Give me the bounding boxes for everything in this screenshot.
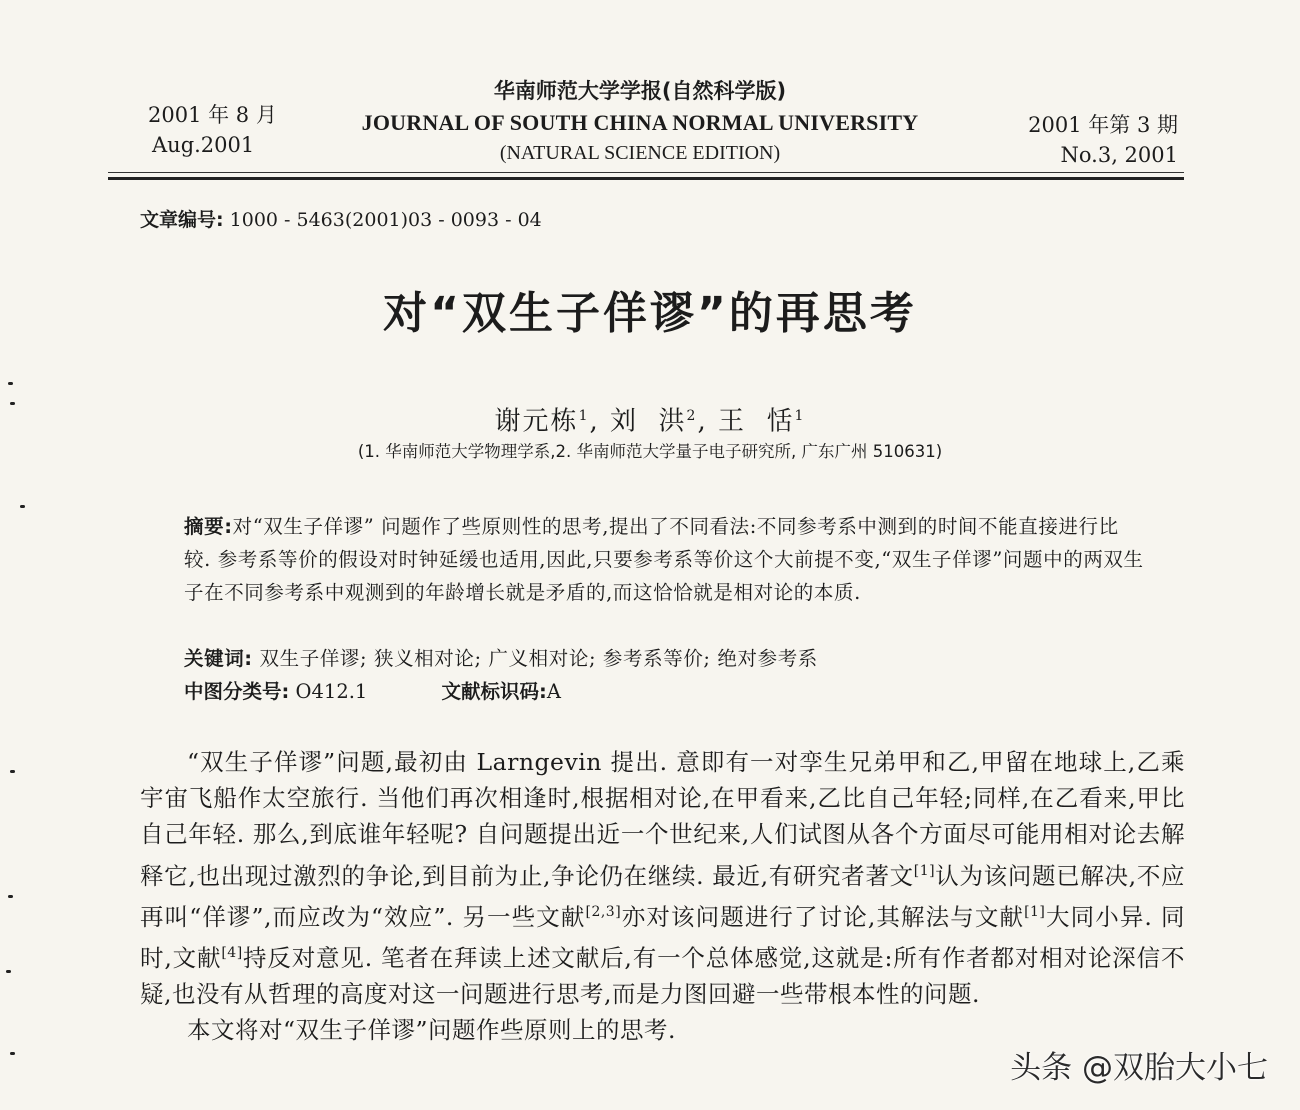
author-separator: , — [589, 406, 600, 437]
author-affil-mark: 1 — [794, 408, 806, 424]
scan-speck — [10, 1052, 15, 1055]
keywords-label: 关键词: — [184, 647, 253, 670]
journal-edition: (NATURAL SCIENCE EDITION) — [499, 142, 781, 164]
journal-name-cn: 华南师范大学学报(自然科学版) — [493, 79, 787, 103]
body-text-run: 亦对该问题进行了讨论,其解法与文献 — [621, 902, 1025, 931]
article-number-value: 1000 - 5463(2001)03 - 0093 - 04 — [229, 209, 542, 231]
scan-speck — [8, 895, 13, 898]
citation-ref: [1] — [913, 862, 936, 879]
scan-speck — [6, 970, 11, 973]
author-separator: , — [697, 406, 708, 437]
article-number-label: 文章编号: — [140, 209, 224, 231]
header-rule-thick — [108, 177, 1184, 180]
author-name: 刘 洪 — [610, 406, 687, 437]
journal-name-en: JOURNAL OF SOUTH CHINA NORMAL UNIVERSITY — [361, 110, 919, 135]
body-text-run: 大同小异. 同时,文献 — [140, 902, 1185, 972]
author-affil-mark: 2 — [686, 408, 698, 424]
scan-speck — [20, 505, 25, 508]
doc-code-label: 文献标识码: — [441, 680, 547, 703]
citation-ref: [2,3] — [585, 903, 622, 920]
body-paragraph — [140, 744, 1185, 1012]
watermark: 头条 @双胎大小七 — [1010, 1050, 1268, 1086]
author-name: 谢元栋 — [494, 406, 579, 437]
doc-code-value: A — [546, 680, 561, 703]
scan-speck — [10, 402, 15, 405]
citation-ref: [1] — [1024, 903, 1046, 920]
body-text — [140, 744, 1185, 1048]
journal-masthead — [340, 74, 940, 168]
classification — [184, 676, 561, 708]
scan-speck — [8, 382, 13, 385]
body-text-run: 持反对意见. 笔者在拜读上述文献后,有一个总体感觉,这就是:所有作者都对相对论深信不疑,也没有从哲理的高度对这一问题进行思考,而是力图回避一些带根本性的问题. — [140, 943, 1185, 1008]
keywords-text: 双生子佯谬; 狭义相对论; 广义相对论; 参考系等价; 绝对参考系 — [259, 647, 818, 670]
clc-value: O412.1 — [295, 680, 368, 703]
header-issue-en: No.3, 2001 — [1060, 143, 1178, 167]
abstract-text: 对“双生子佯谬” 问题作了些原则性的思考,提出了不同看法:不同参考系中测到的时间不能直接进行比较. 参考系等价的假设对时钟延缓也适用,因此,只要参考系等价这个大前提不变,“双生子佯谬”问题中的两双生子在不同参考系中观测到的年龄增长就是矛盾的,而这恰恰就是相对论的本质. — [184, 515, 1144, 604]
citation-ref: [4] — [221, 944, 243, 961]
body-paragraph: 本文将对“双生子佯谬”问题作些原则上的思考. — [187, 1015, 676, 1044]
abstract — [184, 510, 1144, 609]
clc-label: 中图分类号: — [184, 680, 290, 703]
paper-title: 对“双生子佯谬”的再思考 — [383, 288, 917, 339]
affiliation: (1. 华南师范大学物理学系,2. 华南师范大学量子电子研究所, 广东广州 510631) — [357, 442, 943, 461]
scan-speck — [10, 770, 15, 773]
header-issue-cn: 2001 年第 3 期 — [1028, 113, 1178, 137]
body-text-run: “双生子佯谬”问题,最初由 Larngevin 提出. 意即有一对孪生兄弟甲和乙,甲留在地球上,乙乘宇宙飞船作太空旅行. 当他们再次相逢时,根据相对论,在甲看来,乙比自己年轻;同样,在乙看来,甲比自己年轻. 那么,到底谁年轻呢? 自问题提出近一个世纪来,人们试图从各个方面尽可能用相对论去解释它,也出现过激烈的争论,到目前为止,争论仍在继续. 最近,有研究者著文 — [140, 748, 1185, 890]
header-rule-thin — [108, 172, 1184, 173]
article-number — [140, 206, 542, 234]
body-text-run: 认为该问题已解决,不应再叫“佯谬”,而应改为“效应”. 另一些文献 — [140, 861, 1185, 931]
header-date — [148, 100, 277, 160]
abstract-label: 摘要: — [184, 515, 233, 538]
author-list — [0, 398, 1300, 440]
keywords — [184, 643, 1144, 675]
header-issue — [1028, 110, 1178, 170]
author-name: 王 恬 — [718, 406, 795, 437]
header-date-cn: 2001 年 8 月 — [148, 103, 277, 127]
header-date-en: Aug.2001 — [152, 133, 255, 157]
author-affil-mark: 1 — [578, 408, 590, 424]
